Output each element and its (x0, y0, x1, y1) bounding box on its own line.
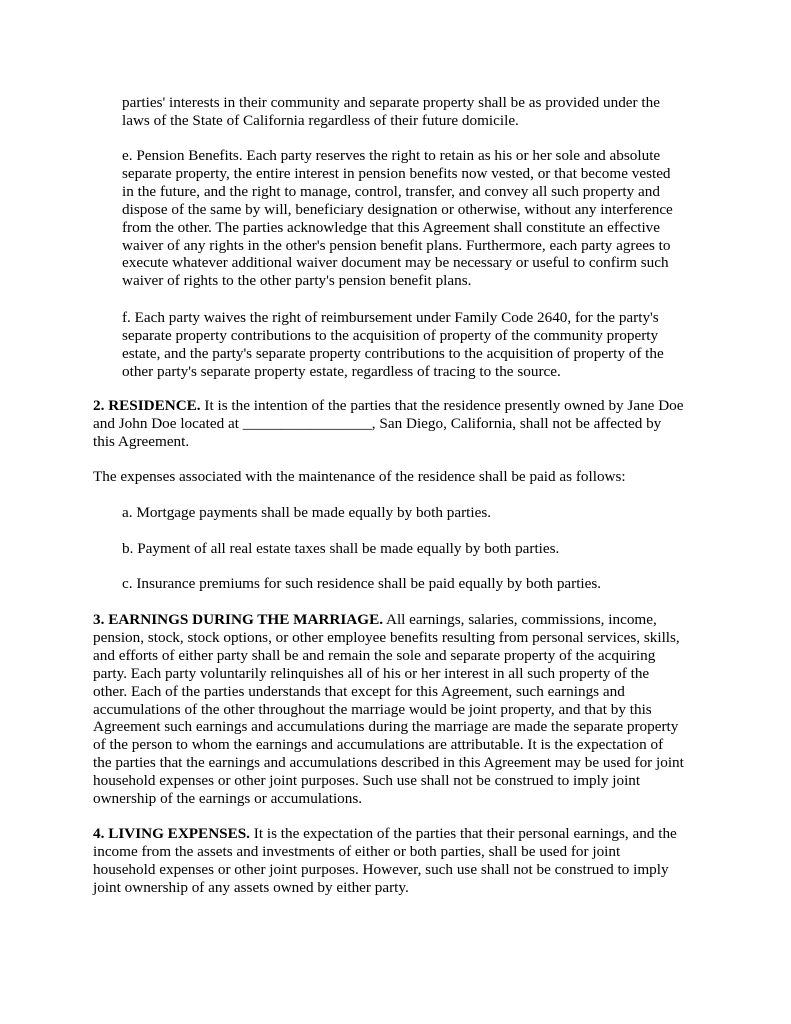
text-fragment: It is the intention of the parties that the residence presently owned by Jane Doe (200, 397, 684, 414)
text-line: waiver of any rights in the other's pension benefit plans. Furthermore, each party agrees to (122, 236, 671, 254)
text-fragment: It is the expectation of the parties that their personal earnings, and the (249, 825, 677, 842)
text-line: party. Each party voluntarily relinquishes all of his or her interest in all such property of the (93, 664, 650, 682)
text-line: dispose of the same by will, beneficiary designation or otherwise, without any interference (122, 200, 673, 218)
text-line: in the future, and the right to manage, control, transfer, and convey all such property and (122, 182, 660, 200)
text-line: pension, stock, stock options, or other employee benefits resulting from personal services, skills, (93, 628, 680, 646)
text-line: execute whatever additional waiver document may be necessary or useful to confirm such (122, 254, 669, 272)
list-item: b. Payment of all real estate taxes shall be made equally by both parties. (122, 540, 560, 557)
text-line: from the other. The parties acknowledge that this Agreement shall constitute an effective (122, 218, 660, 236)
expense-item-a (122, 504, 491, 522)
paragraph-intro-continuation (122, 94, 660, 130)
section-heading: 2. RESIDENCE. (93, 397, 201, 414)
text-line: The expenses associated with the maintenance of the residence shall be paid as follows: (93, 468, 626, 485)
paragraph-e-pension-benefits (122, 147, 673, 290)
text-line: estate, and the party's separate property contributions to the acquisition of property of the (122, 344, 664, 362)
text-line: separate property contributions to the acquisition of property of the community property (122, 326, 659, 344)
text-line: household expenses or other joint purposes. Such use shall not be construed to imply joint (93, 772, 641, 790)
list-item: c. Insurance premiums for such residence shall be paid equally by both parties. (122, 575, 602, 592)
text-line (93, 611, 684, 629)
text-line: the parties that the earnings and accumulations described in this Agreement may be used for joint (93, 754, 684, 772)
expense-item-b (122, 540, 559, 558)
text-line: Agreement such earnings and accumulations during the marriage are made the separate property (93, 718, 679, 736)
text-line (93, 825, 677, 843)
text-line (93, 397, 684, 415)
section-4-living-expenses (93, 825, 677, 897)
text-line: other party's separate property estate, regardless of tracing to the source. (122, 362, 561, 380)
expenses-intro (93, 468, 626, 486)
text-line: laws of the State of California regardless of their future domicile. (122, 111, 519, 129)
text-line: other. Each of the parties understands that except for this Agreement, such earnings and (93, 682, 625, 700)
text-line: of the person to whom the earnings and accumulations are attributable. It is the expectation of (93, 736, 664, 754)
section-heading: 3. EARNINGS DURING THE MARRIAGE. (93, 611, 384, 628)
section-heading: 4. LIVING EXPENSES. (93, 825, 250, 842)
text-line: and efforts of either party shall be and remain the sole and separate property of the acquiring (93, 646, 656, 664)
text-line: parties' interests in their community and separate property shall be as provided under the (122, 94, 660, 111)
text-fragment: All earnings, salaries, commissions, income, (383, 611, 657, 628)
text-line: household expenses or other joint purposes. However, such use shall not be construed to imply (93, 860, 669, 878)
text-line: waiver of rights to the other party's pension benefit plans. (122, 272, 472, 290)
text-line: and John Doe located at _________________, San Diego, California, shall not be affected by (93, 414, 662, 432)
expense-item-c (122, 575, 601, 593)
text-line: accumulations of the other throughout the marriage would be joint property, and that by this (93, 700, 652, 718)
text-line: e. Pension Benefits. Each party reserves the right to retain as his or her sole and absolute (122, 147, 661, 164)
text-line: ownership of the earnings or accumulations. (93, 790, 363, 808)
text-line: joint ownership of any assets owned by either party. (93, 878, 409, 896)
text-line: income from the assets and investments of either or both parties, shall be used for joint (93, 842, 621, 860)
section-3-earnings (93, 611, 684, 808)
text-line: f. Each party waives the right of reimbursement under Family Code 2640, for the party's (122, 309, 659, 326)
paragraph-f-reimbursement (122, 309, 664, 381)
section-2-residence (93, 397, 684, 451)
list-item: a. Mortgage payments shall be made equally by both parties. (122, 504, 492, 521)
text-line: this Agreement. (93, 432, 190, 450)
text-line: separate property, the entire interest in pension benefits now vested, or that become vested (122, 164, 671, 182)
